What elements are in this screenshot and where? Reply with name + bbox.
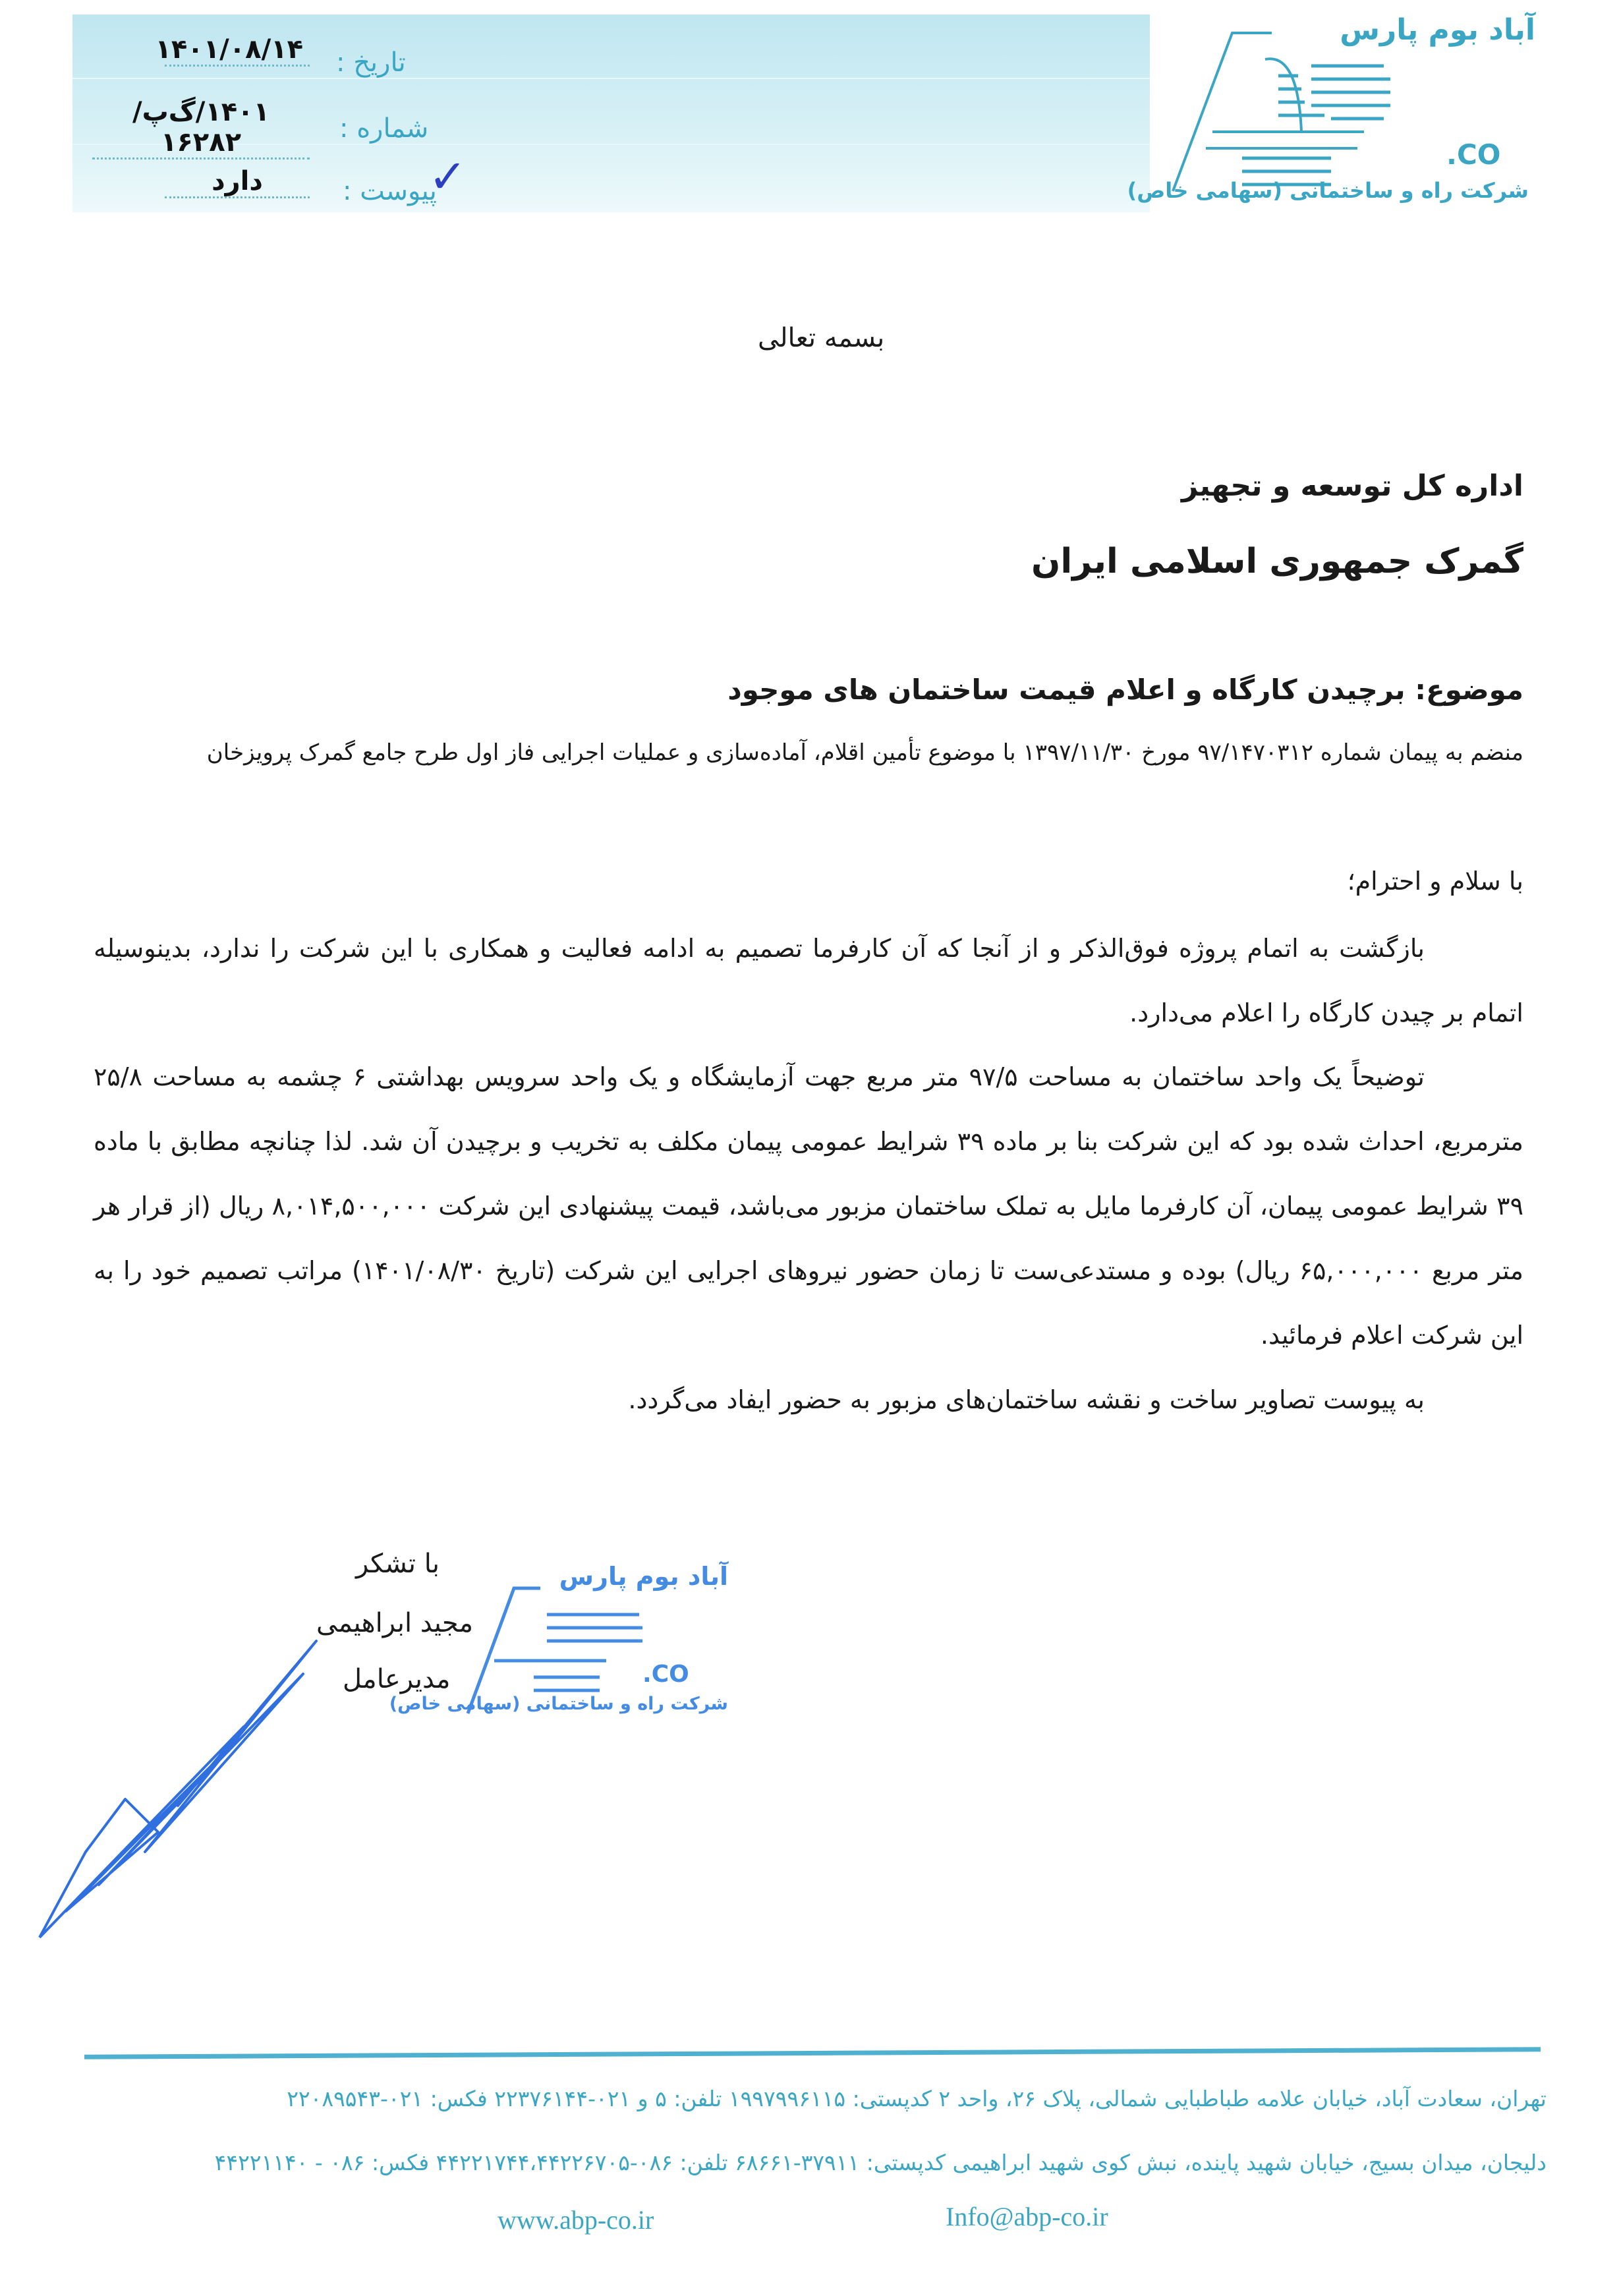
attachment-value: دارد <box>165 166 310 198</box>
invocation: بسمه تعالی <box>758 323 885 353</box>
signer-name: مجید ابراهیمی <box>316 1608 474 1638</box>
stamp-subtitle: شرکت راه و ساختمانی (سهامی خاص) <box>389 1694 728 1714</box>
number-label: شماره : <box>339 113 429 144</box>
recipient-line2: گمرک جمهوری اسلامی ایران <box>1031 542 1523 581</box>
footer-divider <box>84 2047 1541 2059</box>
closing: با تشکر <box>356 1549 440 1579</box>
reference-line: منضم به پیمان شماره ۹۷/۱۴۷۰۳۱۲ مورخ ۱۳۹۷/۱۱/۳۰ با موضوع تأمین اقلام، آماده‌سازی و عملیات اجرایی فاز اول طرح جامع گمرک پرویزخان <box>206 739 1523 766</box>
stamp-co: CO. <box>642 1661 689 1688</box>
recipient-line1: اداره کل توسعه و تجهیز <box>1181 469 1523 503</box>
paragraph-2: توضیحاً یک واحد ساختمان به مساحت ۹۷/۵ متر مربع جهت آزمایشگاه و یک واحد سرویس بهداشتی ۶ چشمه به مساحت ۲۵/۸ مترمربع، احداث شده بود که این شرکت بنا بر ماده ۳۹ شرایط عمومی پیمان مکلف به تخریب و برچیدن آن شد. لذا چنانچه مطابق با ماده ۳۹ شرایط عمومی پیمان، آن کارفرما مایل به تملک ساختمان مزبور می‌باشد، قیمت پیشنهادی این شرکت ۸,۰۱۴,۵۰۰,۰۰۰ ریال (از قرار هر متر مربع ۶۵,۰۰۰,۰۰۰ ریال) بوده و مستدعی‌ست تا زمان حضور نیروهای اجرایی این شرکت (تاریخ ۱۴۰۱/۰۸/۳۰) مراتب تصمیم خود را به این شرکت اعلام فرمائید. <box>94 1062 1523 1350</box>
subject: موضوع: برچیدن کارگاه و اعلام قیمت ساختمان های موجود <box>727 674 1523 706</box>
logo-subtitle: شرکت راه و ساختمانی (سهامی خاص) <box>1127 178 1529 203</box>
stamp-name: آباد بوم پارس <box>559 1562 728 1591</box>
footer-website-link[interactable]: www.abp-co.ir <box>497 2205 654 2235</box>
company-logo <box>1127 13 1562 211</box>
checkmark-icon: ✓ <box>428 150 467 204</box>
footer-delijan-address: دلیجان، میدان بسیج، خیابان شهید پاینده، نبش کوی شهید ابراهیمی کدپستی: ۳۷۹۱۱-۶۸۶۶۱ تلفن: ۰۸۶-۴۴۲۲۱۷۴۴،۴۴۲۲۶۷۰۵ فکس: ۰۸۶ - ۴۴۲۲۱۱۴۰ <box>214 2150 1547 2175</box>
paragraph-1: بازگشت به اتمام پروژه فوق‌الذکر و از آنجا که آن کارفرما تصمیم به ادامه فعالیت و همکاری با این شرکت را ندارد، بدینوسیله اتمام بر چیدن کارگاه را اعلام می‌دارد. <box>94 934 1523 1027</box>
logo-name: آباد بوم پارس <box>1340 13 1535 47</box>
footer-email-link[interactable]: Info@abp-co.ir <box>946 2202 1108 2231</box>
letterhead-band <box>72 14 1150 212</box>
date-label: تاریخ : <box>336 47 406 78</box>
handwritten-signature <box>26 1634 343 1951</box>
date-value: ۱۴۰۱/۰۸/۱۴ <box>165 34 310 67</box>
logo-co: CO. <box>1446 138 1501 171</box>
footer-tehran-address: تهران، سعادت آباد، خیابان علامه طباطبایی شمالی، پلاک ۲۶، واحد ۲ کدپستی: ۱۹۹۷۹۹۶۱۱۵ تلفن: ۵ و ۰۲۱-۲۲۳۷۶۱۴۴ فکس: ۰۲۱-۲۲۰۸۹۵۴۳ <box>287 2086 1547 2111</box>
number-value: ۱۴۰۱/گ‌پ/۱۶۲۸۲ <box>92 97 310 159</box>
greeting: با سلام و احترام؛ <box>1347 867 1523 896</box>
paragraph-3: به پیوست تصاویر ساخت و نقشه ساختمان‌های مزبور به حضور ایفاد می‌گردد. <box>628 1385 1425 1414</box>
signer-title: مدیرعامل <box>343 1664 451 1694</box>
attachment-label: پیوست : <box>343 176 437 206</box>
